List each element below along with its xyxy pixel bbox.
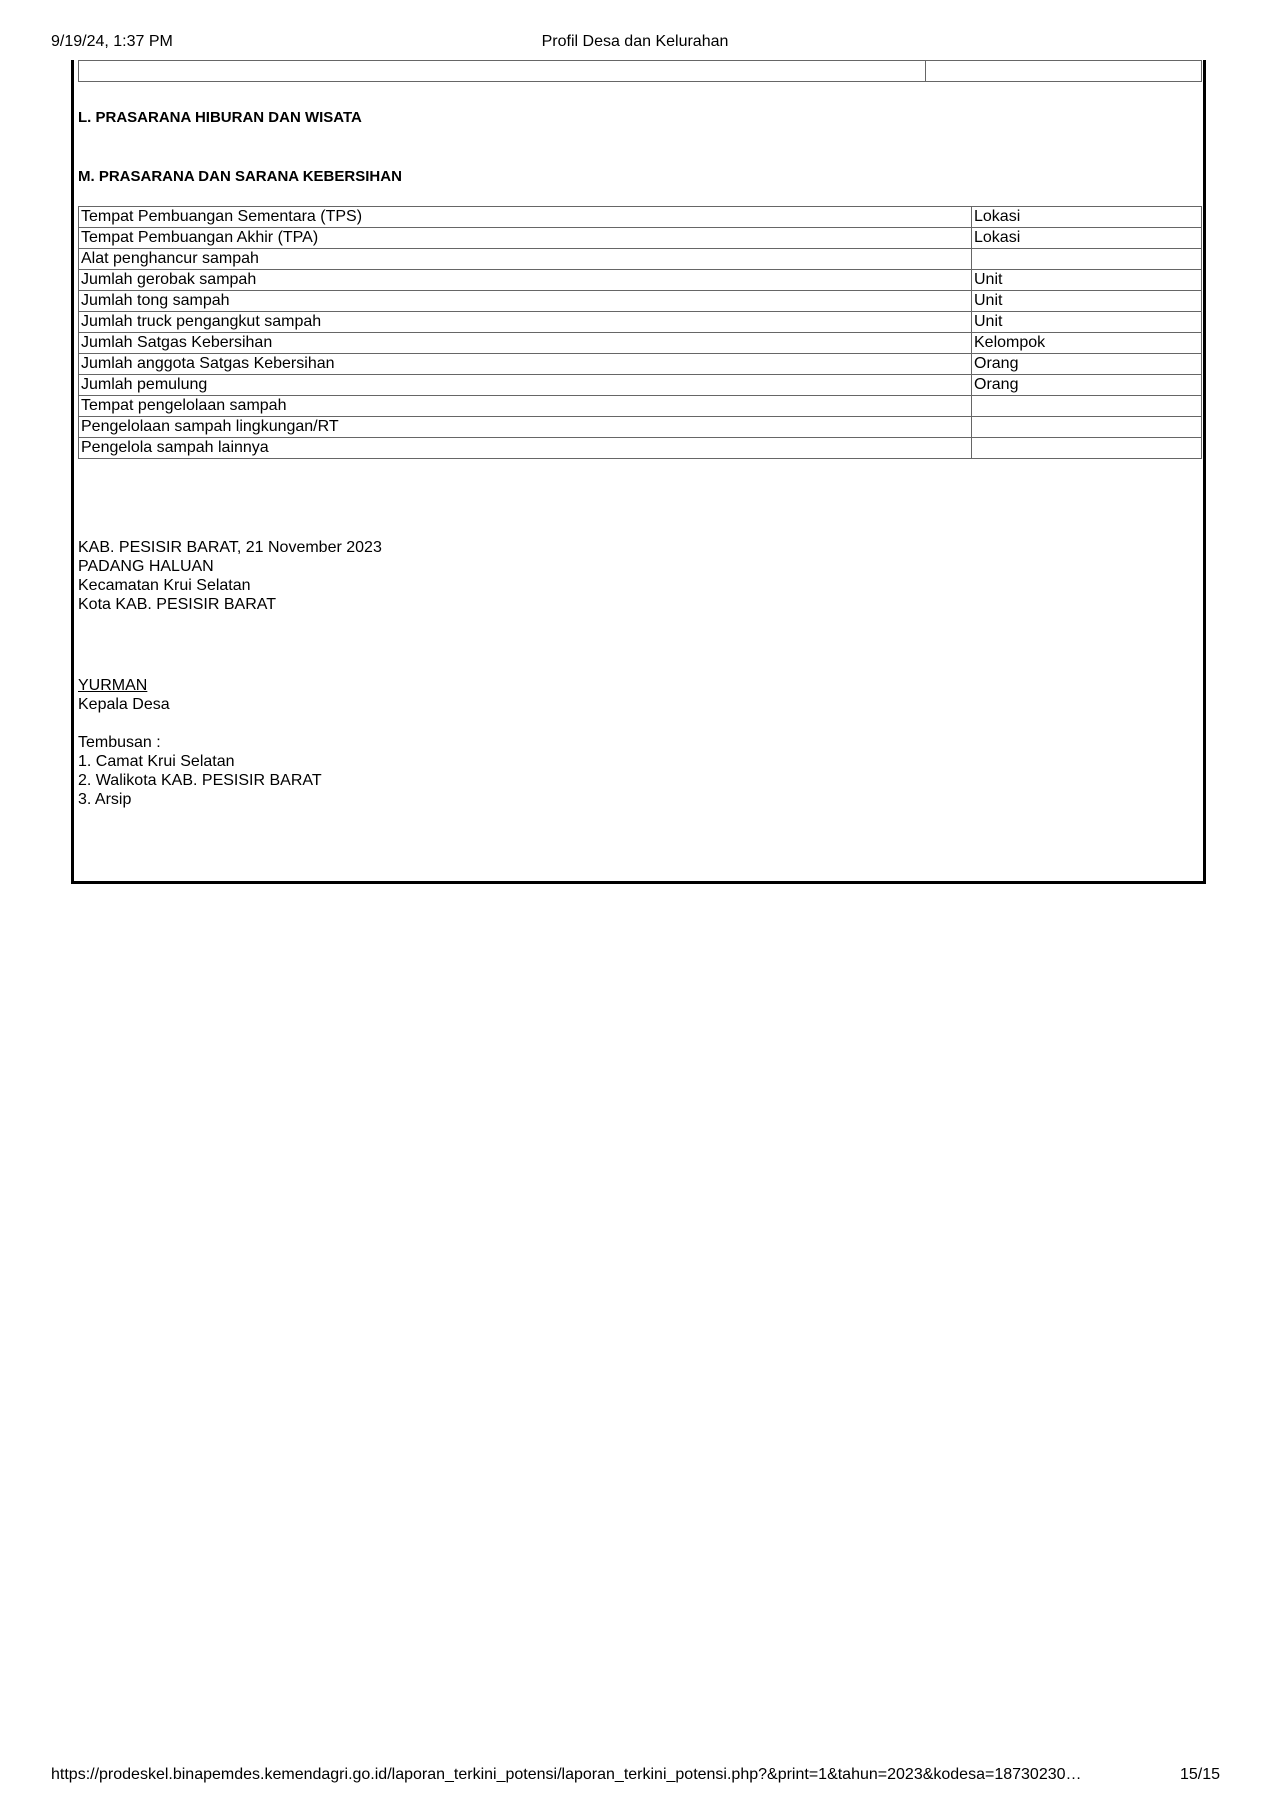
table-row [79,375,1202,396]
section-l-title: L. PRASARANA HIBURAN DAN WISATA [78,109,362,126]
item-label: Jumlah truck pengangkut sampah [79,312,972,333]
item-label: Pengelolaan sampah lingkungan/RT [79,417,972,438]
item-unit [972,438,1202,459]
item-label: Alat penghancur sampah [79,249,972,270]
signature-block [78,676,170,714]
item-label: Jumlah tong sampah [79,291,972,312]
table-row [79,354,1202,375]
signatory-position: Kepala Desa [78,696,170,713]
table-row [79,333,1202,354]
signatory-name: YURMAN [78,677,148,694]
item-label: Jumlah gerobak sampah [79,270,972,291]
item-unit: Orang [972,375,1202,396]
signature-district: Kecamatan Krui Selatan [78,577,251,594]
table-row [79,438,1202,459]
table-row [79,291,1202,312]
cc-item: 3. Arsip [78,791,132,808]
kebersihan-table [78,206,1202,459]
item-unit: Unit [972,291,1202,312]
item-unit [972,249,1202,270]
item-label: Jumlah Satgas Kebersihan [79,333,972,354]
item-label: Tempat pengelolaan sampah [79,396,972,417]
item-unit: Unit [972,312,1202,333]
item-label: Jumlah anggota Satgas Kebersihan [79,354,972,375]
table-row [79,228,1202,249]
cc-item: 2. Walikota KAB. PESISIR BARAT [78,772,322,789]
cc-block [78,733,322,809]
cc-item: 1. Camat Krui Selatan [78,753,235,770]
section-m-title: M. PRASARANA DAN SARANA KEBERSIHAN [78,168,402,185]
item-unit [972,417,1202,438]
cc-title: Tembusan : [78,734,161,751]
previous-section-table [78,60,1202,82]
item-label: Pengelola sampah lainnya [79,438,972,459]
table-row [79,417,1202,438]
item-label: Jumlah pemulung [79,375,972,396]
signature-city: Kota KAB. PESISIR BARAT [78,596,276,613]
item-unit: Kelompok [972,333,1202,354]
table-row [79,61,1202,82]
item-label: Tempat Pembuangan Sementara (TPS) [79,207,972,228]
table-cell-label [79,61,926,82]
footer-page-number: 15/15 [1179,1766,1220,1783]
signature-village: PADANG HALUAN [78,558,214,575]
report-frame [71,60,1206,884]
print-datetime: 9/19/24, 1:37 PM [51,33,173,50]
table-row [79,249,1202,270]
item-unit: Unit [972,270,1202,291]
signature-place-date: KAB. PESISIR BARAT, 21 November 2023 [78,539,382,556]
item-unit: Orang [972,354,1202,375]
table-row [79,312,1202,333]
item-label: Tempat Pembuangan Akhir (TPA) [79,228,972,249]
item-unit: Lokasi [972,207,1202,228]
page-title: Profil Desa dan Kelurahan [541,33,729,50]
table-row [79,270,1202,291]
table-row [79,207,1202,228]
item-unit: Lokasi [972,228,1202,249]
table-cell-value [926,61,1202,82]
signature-place [78,538,382,614]
item-unit [972,396,1202,417]
footer-url: https://prodeskel.binapemdes.kemendagri.go.id/laporan_terkini_potensi/laporan_terkini_potensi.php?&print=1&tahun=2023&kodesa=18730230… [51,1766,1082,1783]
table-row [79,396,1202,417]
